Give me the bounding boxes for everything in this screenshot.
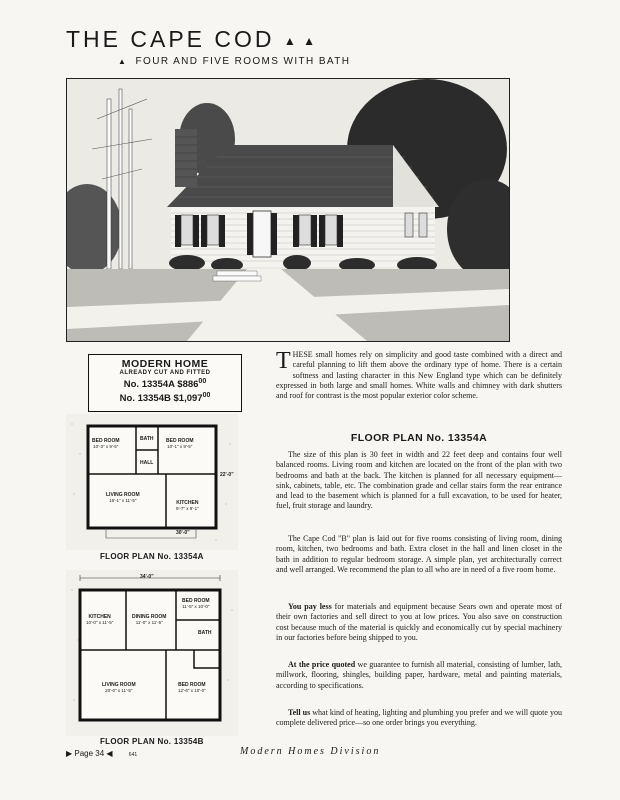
model-number-b: No. 13354B (119, 393, 171, 405)
paragraph-plan-a (276, 450, 562, 516)
room-hall: HALL (140, 460, 154, 466)
paragraph-tell-us (276, 708, 562, 733)
floor-plan-b (66, 570, 238, 736)
intro-text: HESE small homes rely on simplicity and good taste combined with a direct and careful planning to lift them above the ordinary type of home. There is a certain softness and lasting character in this New England type which can be definitely expressed in both large and small homes. White walls and chimney with dark shutters and roof for contrast is the most popular exterior color scheme. (276, 350, 562, 401)
tell-us-lead: Tell us (288, 708, 311, 717)
price-quoted-lead: At the price quoted (288, 660, 356, 669)
price-a-cents: 00 (198, 378, 207, 385)
room-bath: BATH (140, 436, 154, 442)
intro-paragraph (276, 350, 562, 401)
floor-plan-a (66, 414, 238, 550)
floor-plan-b-label: FLOOR PLAN No. 13354B (100, 737, 204, 746)
room-b-dining: DINING ROOM 11'-0" x 11'-5" (132, 614, 167, 625)
subtitle-text: FOUR AND FIVE ROOMS WITH BATH (135, 56, 351, 67)
room-kitchen: KITCHEN 9'-7" x 9'-1" (176, 500, 199, 511)
page-number (66, 749, 137, 758)
plan-b-width-dimension: 34'-0" (140, 574, 154, 580)
page-title (66, 26, 317, 53)
room-b-kitchen: KITCHEN 10'-0" x 11'-5" (86, 614, 114, 625)
floor-plan-a-label: FLOOR PLAN No. 13354A (100, 552, 204, 561)
division-name: Modern Homes Division (240, 746, 381, 757)
subtitle-marker: ▲ (118, 57, 128, 66)
paragraph-price-quoted (276, 660, 562, 695)
price-box-title: MODERN HOME (121, 358, 209, 370)
paragraph-plan-a-text: The size of this plan is 30 feet in width and 22 feet deep and contains four well balanced rooms. Living room and kitchen are located on the front of the plan with two bedrooms and bath at the back. The kitchen is planned for all necessary equipment—sink, cabinets, table, etc. The combination grade and cellar stairs form the rear entrance and lead to the basement which is planned for a full excavation, to be used for heater, fuel, fruit storage and laundry. (276, 450, 562, 511)
price-row-b (89, 390, 241, 404)
room-b-bedroom-1: BED ROOM 11'-5" x 10'-0" (182, 598, 210, 609)
floor-plan-a-drawing (66, 414, 238, 550)
title-text: THE CAPE COD (66, 26, 275, 52)
tell-us-text: what kind of heating, lighting and plumbing you prefer and we will quote you complete delivered price—so one order brings you everything. (276, 708, 562, 728)
room-living: LIVING ROOM 16'-1" x 11'-5" (106, 492, 140, 503)
paragraph-plan-b-text: The Cape Cod "B" plan is laid out for five rooms consisting of living room, dining room, kitchen, two bedrooms and bath. Extra closet in the hall and linen closet in the bath in addition to regular bedroom storage. A simple plan, yet architecturally correct and well arranged. We recommend the plan to all who are in need of a five room home. (276, 534, 562, 574)
room-b-living: LIVING ROOM 20'-0" x 11'-5" (102, 682, 136, 693)
drop-cap: T (276, 348, 291, 374)
price-row-a (89, 376, 241, 390)
price-b-cents: 00 (202, 392, 211, 400)
house-illustration (66, 78, 510, 342)
plan-a-depth-dimension: 22'-0" (220, 472, 234, 478)
price-quoted-text: we guarantee to furnish all material, consisting of lumber, lath, millwork, flooring, shingles, building paper, hardware, metal and painting materials, according to specifications. (276, 660, 563, 690)
house-drawing (67, 79, 509, 341)
floor-plan-heading: FLOOR PLAN No. 13354A (350, 432, 488, 444)
room-b-bath: BATH (198, 630, 212, 636)
room-b-bedroom-2: BED ROOM 12'-6" x 10'-0" (178, 682, 206, 693)
plan-a-width-dimension: 30'-0" (176, 530, 190, 536)
pay-less-lead: You pay less (288, 602, 332, 611)
catalog-code: 641 (128, 752, 138, 758)
pay-less-text: for materials and equipment because Sears own and operate most of their own factories and sell direct to you at low prices. You also save on construction cost because much of the material is quickly and economically cut by special machinery in our factories before being shipped to you. (276, 602, 562, 642)
page-subtitle (118, 56, 350, 67)
paragraph-plan-b (276, 534, 562, 579)
page-number-text: ▶ Page 34 ◀ (66, 749, 113, 758)
room-bedroom-1: BED ROOM 10'-3" x 9'-5" (92, 438, 120, 449)
floor-plan-b-drawing (66, 570, 238, 736)
room-bedroom-2: BED ROOM 10'-1" x 9'-5" (166, 438, 194, 449)
paragraph-pay-less (276, 602, 562, 647)
price-a: $886 (177, 379, 199, 391)
model-number-a: No. 13354A (123, 379, 175, 391)
price-b: $1,097 (173, 393, 203, 405)
price-box-subtitle: ALREADY CUT AND FITTED (119, 370, 211, 376)
title-ornament: ▲ ▲ (283, 33, 318, 48)
price-box (88, 354, 242, 412)
